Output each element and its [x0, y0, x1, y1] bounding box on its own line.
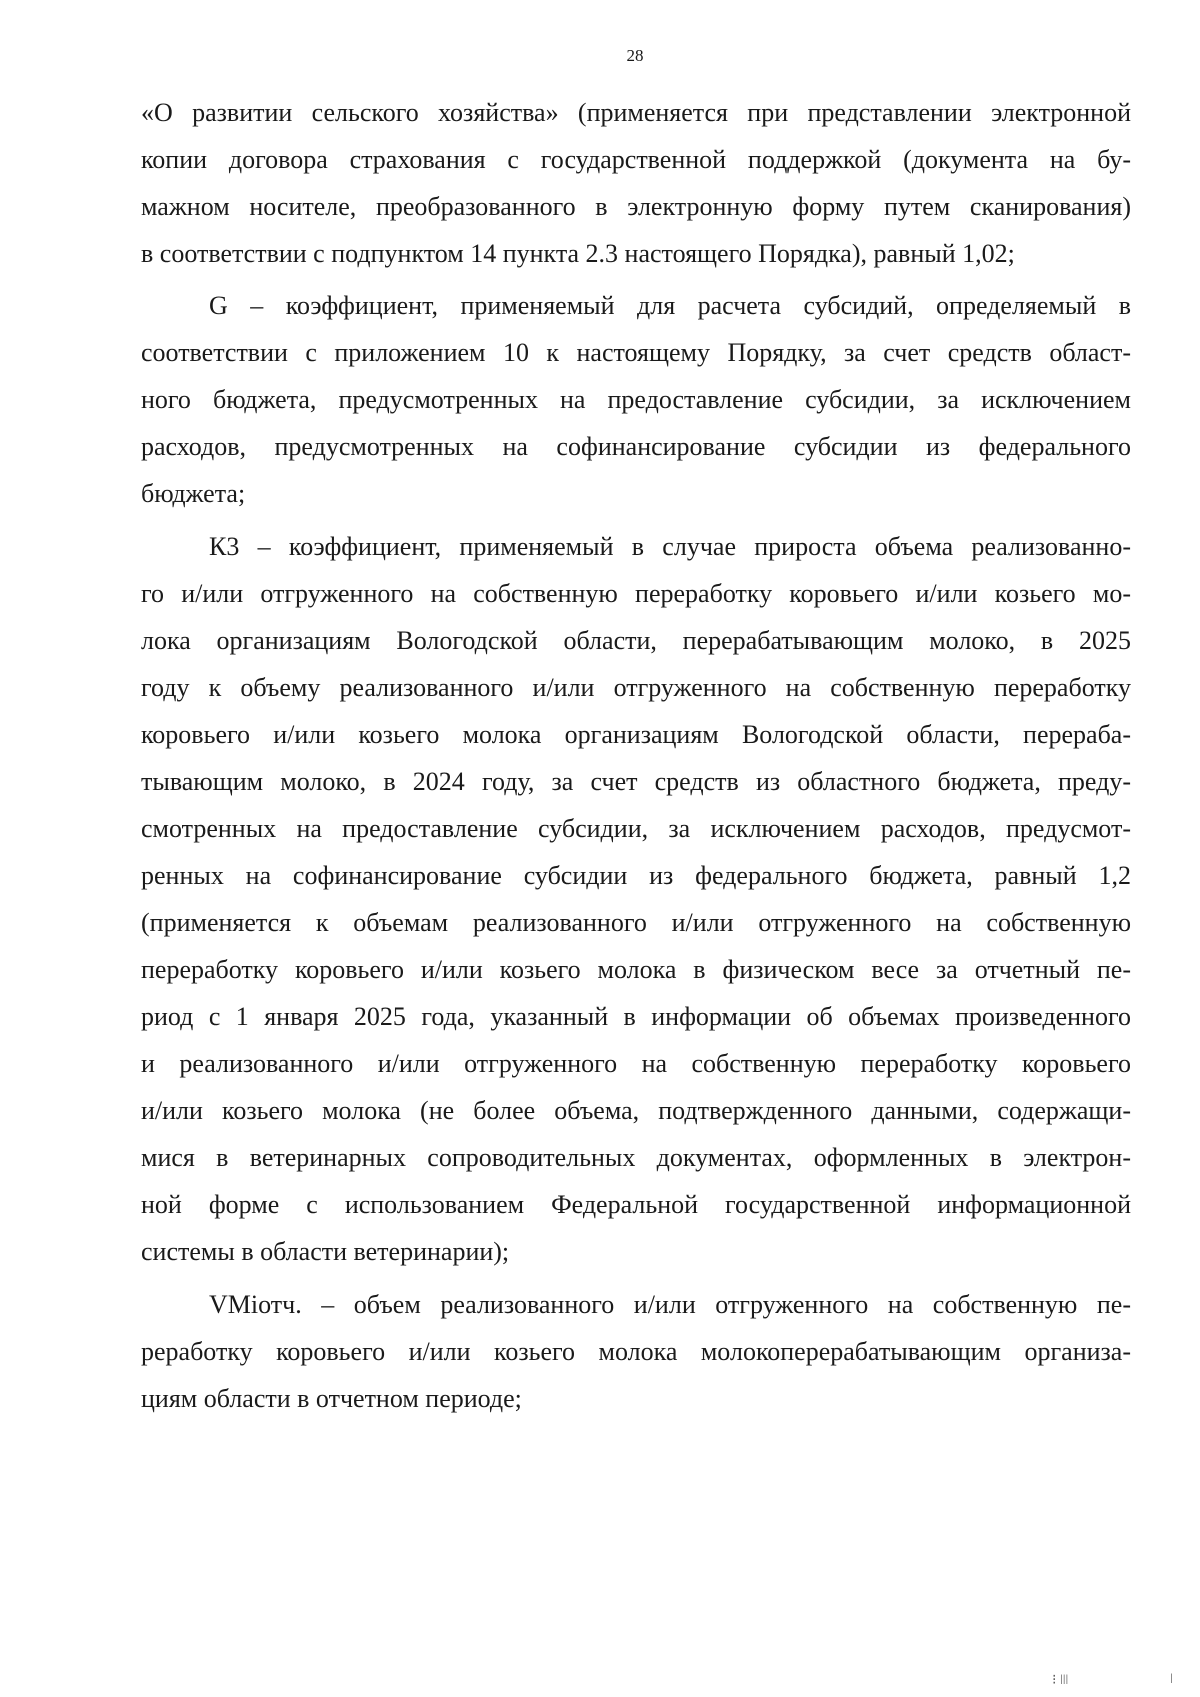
text-line: году к объему реализованного и/или отгруженного на собственную переработку	[141, 673, 1131, 702]
text-line: копии договора страхования с государственной поддержкой (документа на бу-	[141, 145, 1131, 174]
text-line: переработку коровьего и/или козьего молока в физическом весе за отчетный пе-	[141, 955, 1131, 984]
text-line: и реализованного и/или отгруженного на собственную переработку коровьего	[141, 1049, 1131, 1078]
text-line: мажном носителе, преобразованного в электронную форму путем сканирования)	[141, 192, 1131, 221]
scan-artifact: ǀ	[1170, 1672, 1173, 1687]
text-line: соответствии с приложением 10 к настоящему Порядку, за счет средств област-	[141, 338, 1131, 367]
text-line: коровьего и/или козьего молока организациям Вологодской области, перераба-	[141, 720, 1131, 749]
text-line: го и/или отгруженного на собственную переработку коровьего и/или козьего мо-	[141, 579, 1131, 608]
text-line: расходов, предусмотренных на софинансирование субсидии из федерального	[141, 432, 1131, 461]
text-line: риод с 1 января 2025 года, указанный в информации об объемах произведенного	[141, 1002, 1131, 1031]
text-line: системы в области ветеринарии);	[141, 1237, 510, 1266]
text-line: лока организациям Вологодской области, перерабатывающим молоко, в 2025	[141, 626, 1131, 655]
scan-artifact: ⁝ ǀǀǀ	[1052, 1673, 1069, 1688]
text-line: VMiотч. – объем реализованного и/или отгруженного на собственную пе-	[209, 1290, 1131, 1319]
text-line: «О развитии сельского хозяйства» (применяется при представлении электронной	[141, 98, 1131, 127]
text-line: G – коэффициент, применяемый для расчета субсидий, определяемый в	[209, 291, 1131, 320]
text-line: К3 – коэффициент, применяемый в случае прироста объема реализованно-	[209, 532, 1131, 561]
text-line: мися в ветеринарных сопроводительных документах, оформленных в электрон-	[141, 1143, 1131, 1172]
text-line: смотренных на предоставление субсидии, за исключением расходов, предусмот-	[141, 814, 1131, 843]
text-line: тывающим молоко, в 2024 году, за счет средств из областного бюджета, преду-	[141, 767, 1131, 796]
text-line: в соответствии с подпунктом 14 пункта 2.3 настоящего Порядка), равный 1,02;	[141, 239, 1015, 268]
text-line: ренных на софинансирование субсидии из федерального бюджета, равный 1,2	[141, 861, 1131, 890]
text-line: реработку коровьего и/или козьего молока молокоперерабатывающим организа-	[141, 1337, 1131, 1366]
text-line: ного бюджета, предусмотренных на предоставление субсидии, за исключением	[141, 385, 1131, 414]
text-line: ной форме с использованием Федеральной государственной информационной	[141, 1190, 1131, 1219]
text-line: (применяется к объемам реализованного и/или отгруженного на собственную	[141, 908, 1131, 937]
page-number: 28	[626, 46, 644, 65]
text-line: бюджета;	[141, 479, 246, 508]
text-line: и/или козьего молока (не более объема, подтвержденного данными, содержащи-	[141, 1096, 1131, 1125]
text-line: циям области в отчетном периоде;	[141, 1384, 522, 1413]
